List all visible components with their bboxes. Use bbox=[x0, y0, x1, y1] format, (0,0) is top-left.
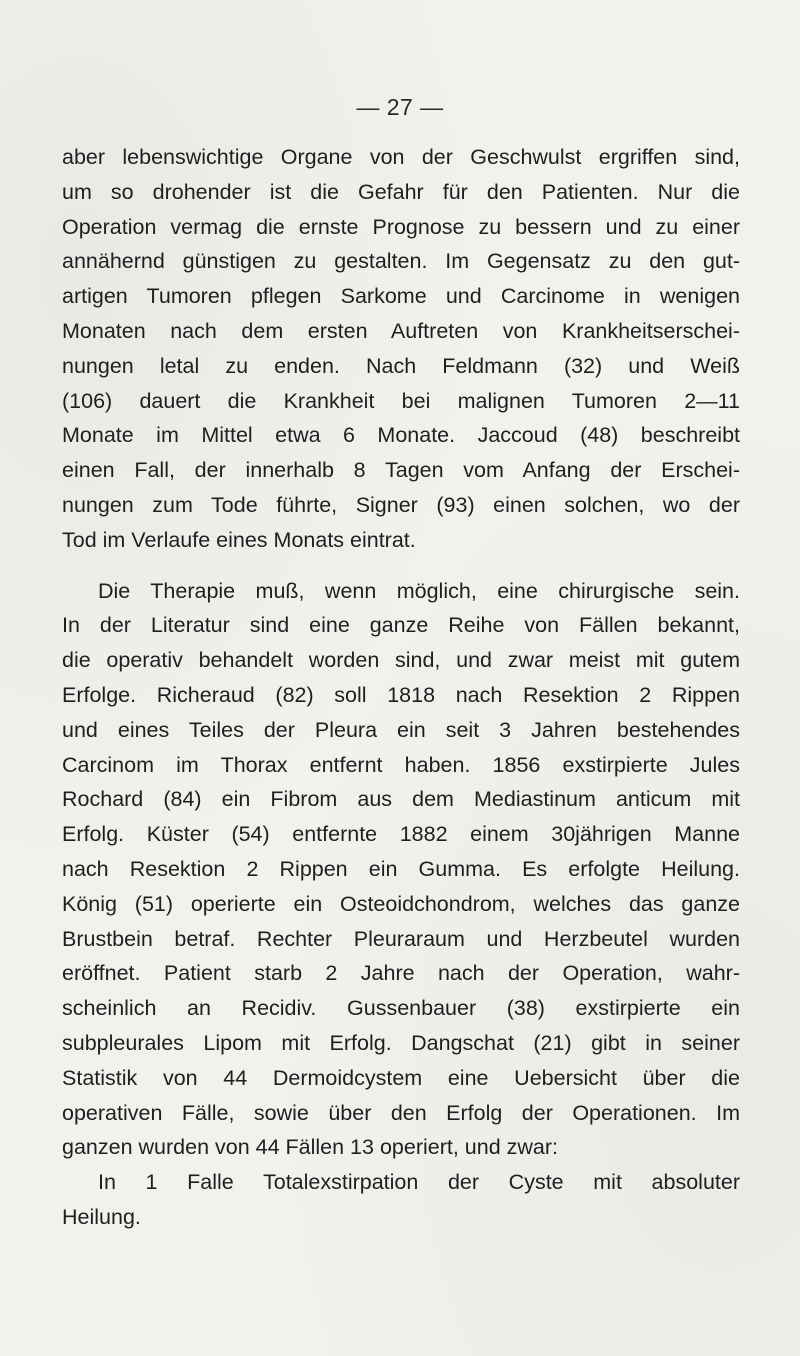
text-line: ganzen wurden von 44 Fällen 13 operiert, und zwar: bbox=[62, 1135, 559, 1160]
text-line: Heilung. bbox=[62, 1204, 141, 1229]
text-line: Brustbein betraf. Rechter Pleuraraum und Herzbeutel wurden bbox=[62, 926, 740, 951]
text-line: und eines Teiles der Pleura ein seit 3 Jahren bestehendes bbox=[62, 717, 740, 742]
text-line: annähernd günstigen zu gestalten. Im Gegensatz zu den gut- bbox=[62, 249, 740, 274]
text-line: Erfolge. Richeraud (82) soll 1818 nach Resektion 2 Rippen bbox=[62, 682, 740, 707]
text-line: Monaten nach dem ersten Auftreten von Krankheitserschei- bbox=[62, 318, 740, 343]
text-line: eröffnet. Patient starb 2 Jahre nach der Operation, wahr- bbox=[62, 961, 740, 986]
text-line: (106) dauert die Krankheit bei malignen Tumoren 2—11 bbox=[62, 388, 740, 413]
text-line: operativen Fälle, sowie über den Erfolg der Operationen. Im bbox=[62, 1100, 740, 1125]
text-line: In der Literatur sind eine ganze Reihe von Fällen bekannt, bbox=[62, 613, 740, 638]
body-text bbox=[62, 140, 740, 1235]
text-line: König (51) operierte ein Osteoidchondrom, welches das ganze bbox=[62, 891, 740, 916]
text-line: aber lebenswichtige Organe von der Geschwulst ergriffen sind, bbox=[62, 145, 740, 169]
text-line: Rochard (84) ein Fibrom aus dem Mediastinum anticum mit bbox=[62, 787, 740, 812]
text-line: Tod im Verlaufe eines Monats eintrat. bbox=[62, 527, 416, 552]
text-line: Die Therapie muß, wenn möglich, eine chirurgische sein. bbox=[98, 578, 740, 603]
text-line: nungen letal zu enden. Nach Feldmann (32) und Weiß bbox=[62, 353, 740, 378]
text-line: Operation vermag die ernste Prognose zu bessern und zu einer bbox=[62, 214, 740, 239]
text-line: Erfolg. Küster (54) entfernte 1882 einem 30jährigen Manne bbox=[62, 822, 740, 847]
text-line: artigen Tumoren pflegen Sarkome und Carcinome in wenigen bbox=[62, 284, 740, 309]
paragraph-1 bbox=[62, 140, 740, 558]
text-line: um so drohender ist die Gefahr für den Patienten. Nur die bbox=[62, 179, 740, 204]
page-number: — 27 — bbox=[356, 94, 444, 120]
text-line: Carcinom im Thorax entfernt haben. 1856 exstirpierte Jules bbox=[62, 752, 740, 777]
text-line: subpleurales Lipom mit Erfolg. Dangschat (21) gibt in seiner bbox=[62, 1030, 740, 1055]
text-line: Statistik von 44 Dermoidcystem eine Uebersicht über die bbox=[62, 1065, 740, 1090]
text-line: nach Resektion 2 Rippen ein Gumma. Es erfolgte Heilung. bbox=[62, 856, 740, 881]
paragraph-3 bbox=[62, 1165, 740, 1235]
text-line: Monate im Mittel etwa 6 Monate. Jaccoud (48) beschreibt bbox=[62, 423, 740, 448]
text-line: einen Fall, der innerhalb 8 Tagen vom Anfang der Erschei- bbox=[62, 458, 740, 483]
paragraph-2 bbox=[62, 574, 740, 1166]
text-line: nungen zum Tode führte, Signer (93) einen solchen, wo der bbox=[62, 492, 740, 517]
text-line: scheinlich an Recidiv. Gussenbauer (38) exstirpierte ein bbox=[62, 996, 740, 1021]
text-line: die operativ behandelt worden sind, und zwar meist mit gutem bbox=[62, 648, 740, 673]
text-line: In 1 Falle Totalexstirpation der Cyste mit absoluter bbox=[98, 1170, 740, 1195]
